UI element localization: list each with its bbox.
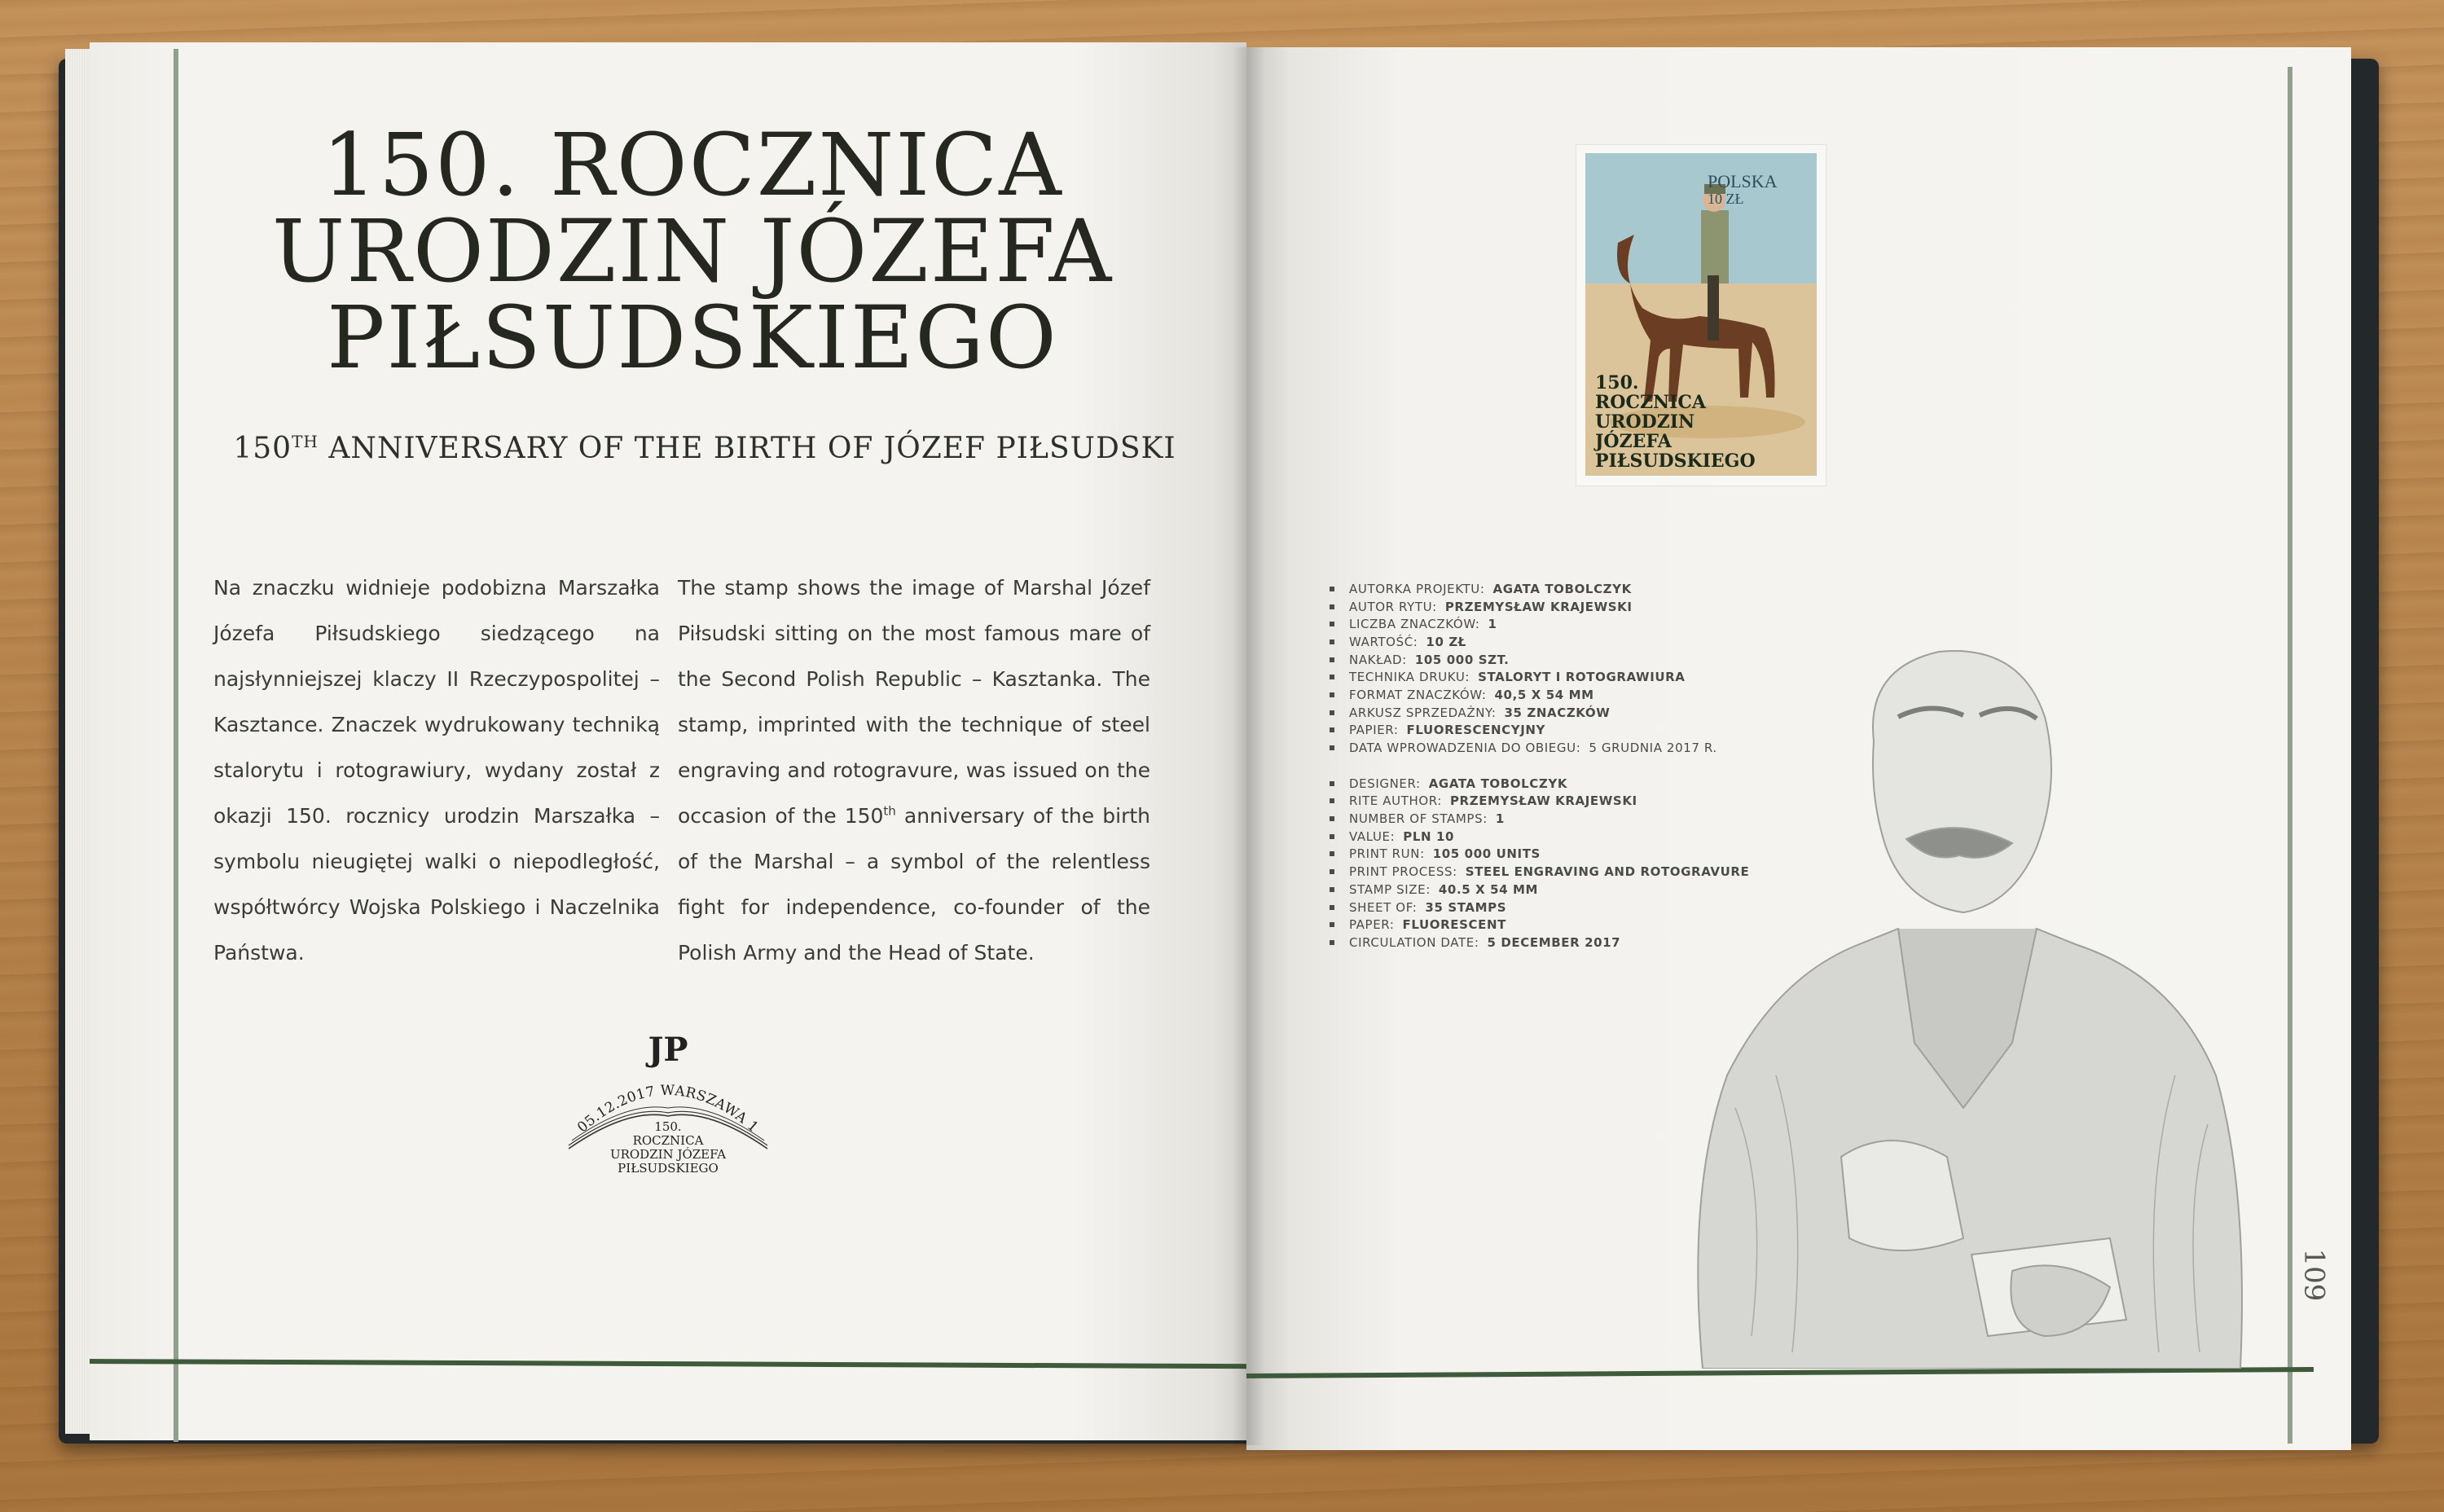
spec-value: 35 STAMPS — [1425, 899, 1507, 915]
spec-key: DESIGNER: — [1349, 776, 1421, 791]
spec-value: 5 DECEMBER 2017 — [1487, 934, 1621, 950]
title-en-prefix: 150 — [233, 432, 292, 465]
bullet-icon — [1330, 905, 1334, 910]
spec-key: PAPIER: — [1349, 723, 1399, 738]
title-en-rest: ANNIVERSARY OF THE BIRTH OF JÓZEF PIŁSUDSKI — [318, 432, 1176, 465]
title-line: URODZIN JÓZEFA — [271, 201, 1114, 301]
spec-value: 1 — [1488, 617, 1497, 632]
spec-value: 105 000 UNITS — [1432, 846, 1541, 862]
postmark-line1: 150. — [654, 1119, 682, 1134]
spec-key: FORMAT ZNACZKÓW: — [1349, 687, 1487, 702]
bullet-icon — [1330, 887, 1334, 892]
spec-row — [1330, 934, 1749, 952]
spec-row — [1330, 899, 1749, 916]
stamp-caption-line: PIŁSUDSKIEGO — [1595, 451, 1756, 472]
spec-value: STEEL ENGRAVING AND ROTOGRAVURE — [1465, 864, 1750, 880]
spec-key: RITE AUTHOR: — [1349, 793, 1442, 809]
stamp-caption — [1595, 373, 1756, 471]
spec-value: 40.5 X 54 MM — [1438, 881, 1539, 897]
spec-key: AUTORKA PROJEKTU: — [1349, 581, 1485, 596]
spec-value: 10 ZŁ — [1426, 634, 1467, 649]
spec-value: AGATA TOBOLCZYK — [1428, 776, 1568, 791]
spec-key: AUTOR RYTU: — [1349, 599, 1437, 614]
spec-value: 40,5 X 54 MM — [1494, 687, 1594, 702]
spec-key: DATA WPROWADZENIA DO OBIEGU: — [1349, 741, 1581, 756]
spec-value: 1 — [1495, 811, 1505, 827]
spec-value: FLUORESCENT — [1402, 917, 1506, 933]
description-polish: Na znaczku widnieje podobizna Marszałka Józefa Piłsudskiego siedzącego na najsłynniejszej klaczy II Rzeczypospolitej – Kasztance. Znaczek wydrukowany techniką stalorytu i rotograwiury, wydany został z okazji 150. rocznicy urodzin Marszałka – symbolu nieugiętej walki o niepodległość, współtwórcy Wojska Polskiego i Naczelnika Państwa. — [213, 576, 660, 965]
spec-value: STALORYT I ROTOGRAWIURA — [1478, 670, 1686, 685]
postmark-line2: ROCZNICA — [632, 1133, 704, 1148]
spec-value: FLUORESCENCYJNY — [1406, 723, 1545, 738]
postmark-monogram: JP — [648, 1031, 688, 1069]
desc-en-sup: th — [883, 803, 896, 819]
spec-row — [1330, 704, 1749, 722]
stamp-image — [1585, 153, 1817, 476]
bullet-icon — [1330, 604, 1334, 609]
left-page-frame-line — [174, 49, 178, 1442]
stamp-caption-line: URODZIN — [1595, 411, 1695, 433]
postmark-line4: PIŁSUDSKIEGO — [618, 1161, 719, 1176]
spec-value: 5 GRUDNIA 2017 R. — [1589, 741, 1717, 756]
bullet-icon — [1330, 781, 1334, 786]
spec-value: PRZEMYSŁAW KRAJEWSKI — [1449, 793, 1637, 809]
spec-row — [1330, 633, 1749, 651]
book-gutter — [1232, 47, 1264, 1445]
spec-key: STAMP SIZE: — [1349, 881, 1431, 897]
bullet-icon — [1330, 851, 1334, 856]
right-page-frame-line — [2288, 67, 2292, 1444]
bullet-icon — [1330, 834, 1334, 839]
bullet-icon — [1330, 675, 1334, 679]
spec-key: TECHNIKA DRUKU: — [1349, 670, 1470, 685]
desc-en-part1: The stamp shows the image of Marshal Józef Piłsudski sitting on the most famous mare of the Second Polish Republic – Kasztanka. The stamp, imprinted with the technique of steel engraving and rotogravure, was issued on the occasion of the 150 — [678, 576, 1150, 828]
postmark-cancellation — [562, 1026, 774, 1181]
page-title-english — [220, 432, 1189, 465]
spec-key: PAPER: — [1349, 917, 1395, 933]
spec-value: PRZEMYSŁAW KRAJEWSKI — [1444, 599, 1633, 614]
stamp-country: POLSKA — [1708, 171, 1778, 191]
spec-row — [1330, 722, 1749, 740]
spec-row — [1330, 775, 1749, 793]
page-number: 109 — [2297, 1248, 2331, 1302]
spec-value: PLN 10 — [1403, 829, 1455, 844]
spec-row — [1330, 881, 1749, 899]
spec-row — [1330, 828, 1749, 846]
spec-row — [1330, 916, 1749, 934]
spec-key: ARKUSZ SPRZEDAŻNY: — [1349, 705, 1497, 720]
spec-key: NUMBER OF STAMPS: — [1349, 811, 1488, 827]
postmark-date-place: 05.12.2017 WARSZAWA 1 — [574, 1082, 762, 1136]
bullet-icon — [1330, 587, 1334, 591]
spec-row — [1330, 686, 1749, 704]
spec-row — [1330, 580, 1749, 598]
page-title-polish — [196, 115, 1189, 388]
bullet-icon — [1330, 816, 1334, 821]
desc-en-part2: anniversary of the birth of the Marshal – a symbol of the relentless fight for independence, co-founder of the Polish Army and the Head of State. — [678, 804, 1150, 965]
bullet-icon — [1330, 640, 1334, 644]
spec-value: 105 000 SZT. — [1414, 652, 1510, 667]
spec-key: PRINT PROCESS: — [1349, 864, 1457, 880]
spec-row — [1330, 598, 1749, 616]
stamp-value: 10 ZŁ — [1708, 191, 1744, 207]
bullet-icon — [1330, 622, 1334, 626]
spec-key: PRINT RUN: — [1349, 846, 1425, 862]
spec-value: 35 ZNACZKÓW — [1504, 705, 1611, 720]
title-line: 150. ROCZNICA — [322, 115, 1063, 215]
spec-key: LICZBA ZNACZKÓW: — [1349, 617, 1480, 632]
spec-row — [1330, 863, 1749, 881]
stamp-specifications — [1330, 580, 1749, 952]
title-line: PIŁSUDSKIEGO — [327, 288, 1058, 388]
bullet-icon — [1330, 657, 1334, 662]
spec-key: VALUE: — [1349, 829, 1396, 844]
spec-row — [1330, 810, 1749, 828]
bullet-icon — [1330, 922, 1334, 927]
bullet-icon — [1330, 692, 1334, 697]
spec-row — [1330, 793, 1749, 811]
stamp-caption-line: 150. — [1595, 372, 1639, 393]
stamp-caption-line: JÓZEFA — [1595, 431, 1672, 452]
spec-key: NAKŁAD: — [1349, 652, 1407, 667]
spec-row — [1330, 615, 1749, 633]
spec-value: AGATA TOBOLCZYK — [1492, 581, 1632, 596]
title-en-sup: TH — [292, 432, 319, 451]
bullet-icon — [1330, 940, 1334, 945]
stamp-caption-line: ROCZNICA — [1595, 392, 1706, 413]
description-english — [678, 565, 1150, 976]
bullet-icon — [1330, 727, 1334, 732]
spec-row — [1330, 651, 1749, 669]
bullet-icon — [1330, 869, 1334, 874]
spec-row — [1330, 846, 1749, 864]
spec-key: WARTOŚĆ: — [1349, 634, 1418, 649]
spec-row — [1330, 668, 1749, 686]
spec-key: CIRCULATION DATE: — [1349, 934, 1479, 950]
bullet-icon — [1330, 710, 1334, 715]
spec-row — [1330, 739, 1749, 757]
bullet-icon — [1330, 798, 1334, 803]
bullet-icon — [1330, 745, 1334, 750]
postmark-line3: URODZIN JÓZEFA — [609, 1147, 727, 1162]
spec-key: SHEET OF: — [1349, 899, 1418, 915]
